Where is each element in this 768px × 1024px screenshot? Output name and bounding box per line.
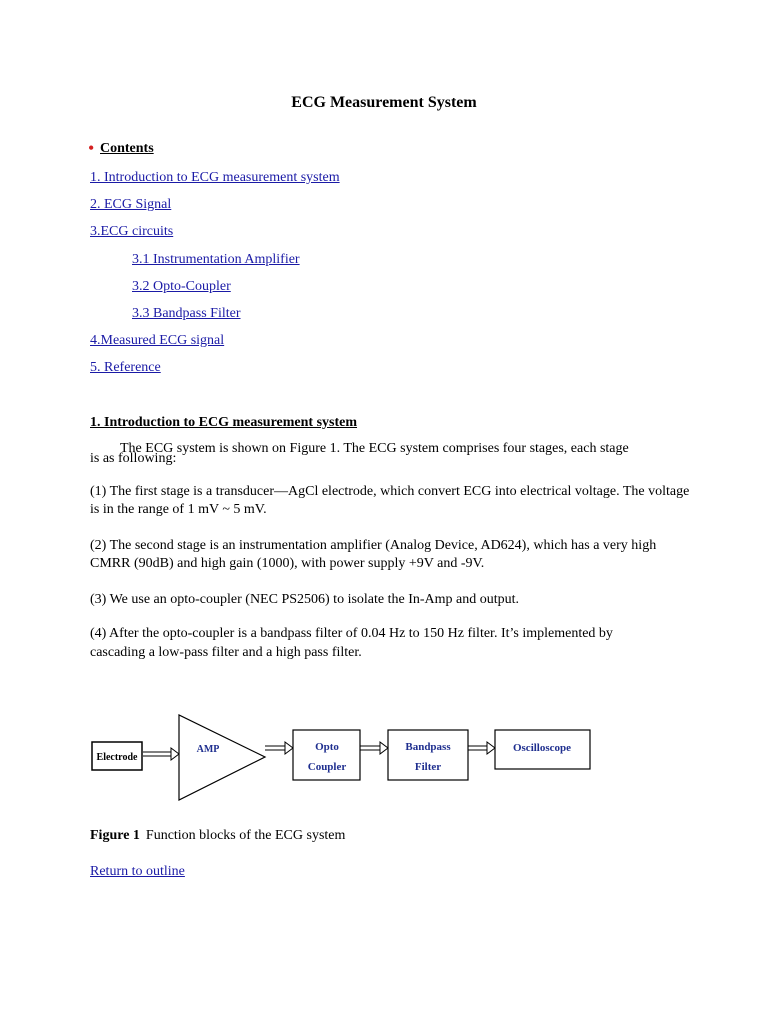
electrode-label: Electrode xyxy=(96,752,138,763)
toc-link-bandpass-filter[interactable]: 3.3 Bandpass Filter xyxy=(132,306,241,321)
opto-label-line1: Opto xyxy=(315,741,339,753)
figure-block-diagram xyxy=(85,705,605,810)
toc-link-ecg-circuits[interactable]: 3.ECG circuits xyxy=(90,224,174,239)
figure-caption-text: Function blocks of the ECG system xyxy=(145,828,346,843)
toc-link-opto-coupler[interactable]: 3.2 Opto-Coupler xyxy=(132,279,231,294)
section-heading-introduction: 1. Introduction to ECG measurement system xyxy=(90,415,358,430)
paragraph-stage-1: (1) The first stage is a transducer—AgCl electrode, which convert ECG into electrical voltage. The voltage is in the range of 1 mV ~ 5 mV. xyxy=(90,484,690,517)
arrow-bandpass-to-oscilloscope xyxy=(468,742,495,754)
page-title: ECG Measurement System xyxy=(291,94,477,111)
contents-heading: Contents xyxy=(100,141,154,156)
intro-paragraph-line1: The ECG system is shown on Figure 1. The ECG system comprises four stages, each stage xyxy=(120,441,629,456)
return-to-outline-link[interactable]: Return to outline xyxy=(90,864,185,879)
toc-link-instrumentation-amplifier[interactable]: 3.1 Instrumentation Amplifier xyxy=(132,252,300,267)
arrow-electrode-to-amp xyxy=(143,748,179,760)
arrow-opto-to-bandpass xyxy=(360,742,388,754)
paragraph-stage-2: (2) The second stage is an instrumentation amplifier (Analog Device, AD624), which has a very high CMRR (90dB) and high gain (1000), with power supply +9V and -9V. xyxy=(90,538,657,571)
bandpass-label-line1: Bandpass xyxy=(405,741,451,753)
paragraph-stage-3: (3) We use an opto-coupler (NEC PS2506) to isolate the In-Amp and output. xyxy=(90,592,520,607)
bullet-icon: • xyxy=(88,138,95,158)
oscilloscope-label: Oscilloscope xyxy=(512,742,572,754)
opto-label-line2: Coupler xyxy=(307,761,347,773)
toc-link-reference[interactable]: 5. Reference xyxy=(90,360,161,375)
figure-caption xyxy=(90,828,345,844)
figure-caption-label: Figure 1 xyxy=(90,828,140,843)
toc-link-introduction[interactable]: 1. Introduction to ECG measurement system xyxy=(90,170,340,185)
arrow-amp-to-opto xyxy=(265,742,293,754)
toc-link-ecg-signal[interactable]: 2. ECG Signal xyxy=(90,197,172,212)
paragraph-stage-4-line1 xyxy=(90,626,613,642)
intro-paragraph-line2: is as following: xyxy=(90,451,177,466)
bandpass-label-line2: Filter xyxy=(414,761,442,773)
amp-label: AMP xyxy=(196,744,220,755)
toc-link-measured-ecg-signal[interactable]: 4.Measured ECG signal xyxy=(90,333,225,348)
amp-triangle xyxy=(179,715,265,800)
paragraph-stage-4-text: (4) After the opto-coupler is a bandpass filter of 0.04 Hz to 150 Hz filter. It’s implemented by xyxy=(90,626,613,641)
paragraph-stage-4-line2: cascading a low-pass filter and a high pass filter. xyxy=(90,645,362,660)
